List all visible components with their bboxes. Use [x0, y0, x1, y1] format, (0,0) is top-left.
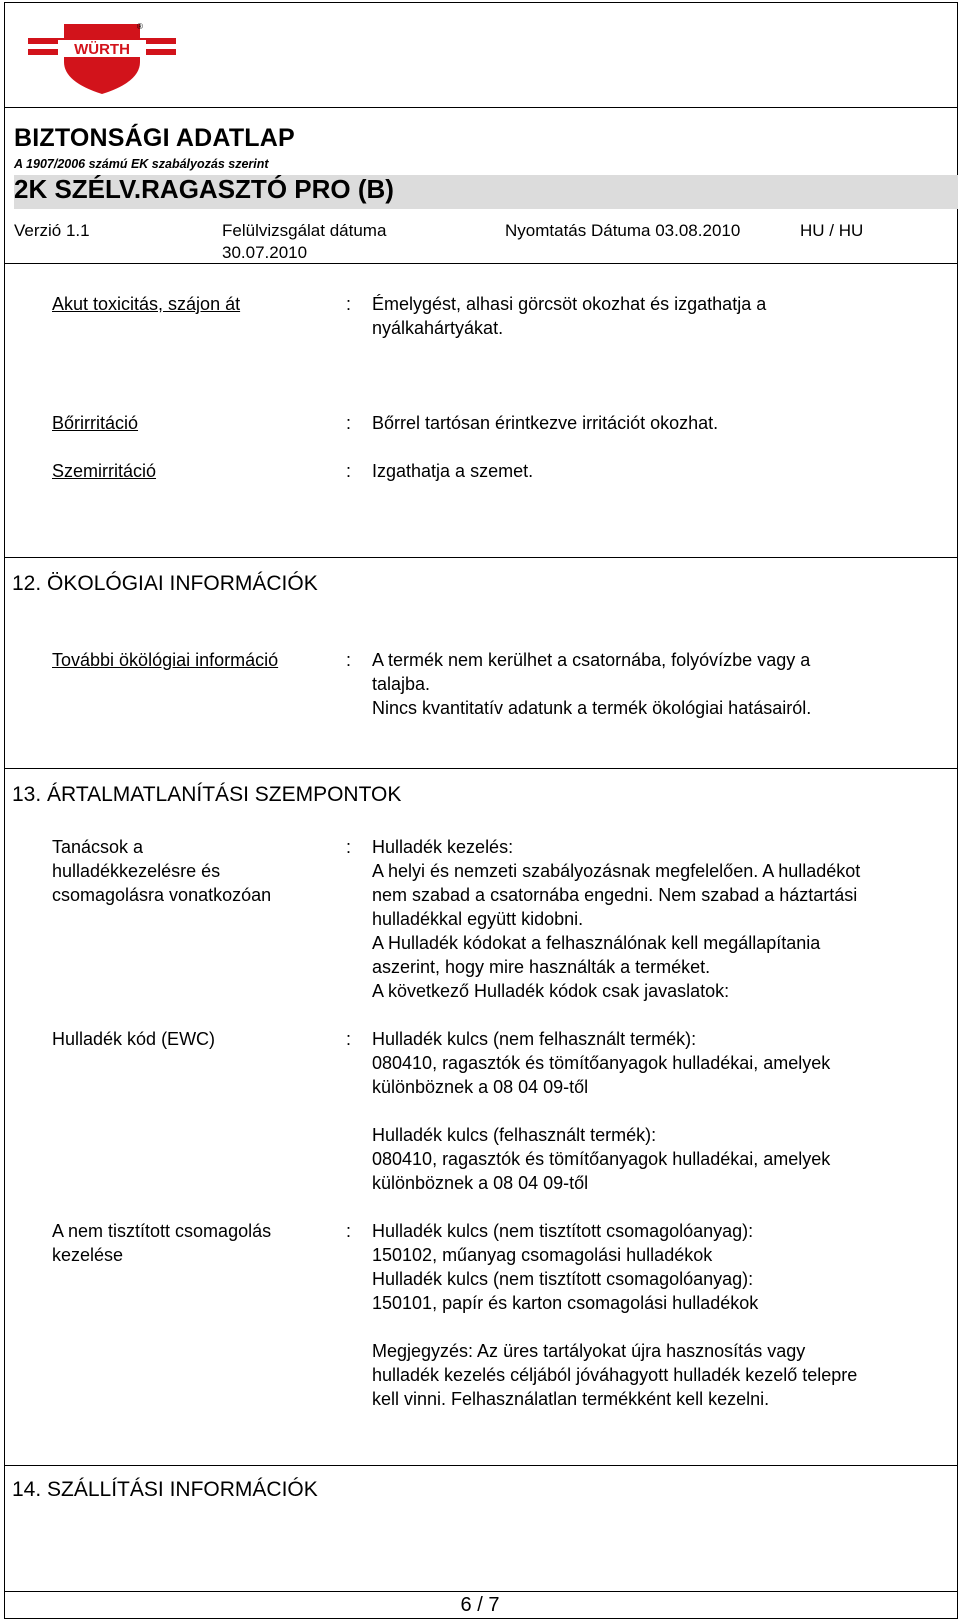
section12-divider: [4, 557, 958, 558]
tox-label-skin: Bőrirritáció: [52, 413, 139, 433]
disposal-advice-value: Hulladék kezelés: A helyi és nemzeti szabályozásnak megfelelően. A hulladékot nem szabad a csatornába engedni. Nem szabad a háztartási hulladékkal együtt kidobni. A Hulladék kódokat a felhasználónak kell megállapítania aszerint, hogy mire használták a terméket. A következő Hulladék kódok csak javaslatok:: [372, 837, 861, 1001]
section14-divider: [4, 1465, 958, 1466]
colon: :: [346, 294, 352, 314]
review-date: 30.07.2010: [222, 243, 308, 262]
tox-value-oral: Émelygést, alhasi görcsöt okozhat és izgathatja a nyálkahártyákat.: [372, 294, 767, 338]
tox-label-oral: Akut toxicitás, szájon át: [52, 294, 241, 314]
wurth-logo: [28, 18, 176, 98]
language: HU / HU: [800, 221, 864, 240]
tox-value-eye: Izgathatja a szemet.: [372, 461, 534, 481]
ewc-value-used: Hulladék kulcs (felhasznált termék): 080410, ragasztók és tömítőanyagok hulladékai, amelyek különböznek a 08 04 09-től: [372, 1125, 831, 1193]
section12-title: 12. ÖKOLÓGIAI INFORMÁCIÓK: [12, 572, 318, 595]
section13-divider: [4, 768, 958, 769]
colon: :: [346, 413, 352, 433]
ewc-label: Hulladék kód (EWC): [52, 1029, 216, 1049]
colon: :: [346, 650, 352, 670]
tox-label-eye: Szemirritáció: [52, 461, 157, 481]
colon: :: [346, 837, 352, 857]
version: Verzió 1.1: [14, 221, 90, 240]
header-divider: [4, 107, 958, 108]
eco-value: A termék nem kerülhet a csatornába, folyóvízbe vagy a talajba. Nincs kvantitatív adatunk a termék ökológiai hatásairól.: [372, 650, 812, 718]
packaging-note: Megjegyzés: Az üres tartályokat újra hasznosítás vagy hulladék kezelés céljából jóváhagyott hulladék kezelő telepre kell vinni. Felhasználatlan termékként kell kezelni.: [372, 1341, 858, 1409]
document-subtitle: A 1907/2006 számú EK szabályozás szerint: [14, 157, 269, 171]
colon: :: [346, 1221, 352, 1241]
registered-mark: ®: [137, 22, 143, 31]
logo-text: WÜRTH: [74, 41, 130, 58]
colon: :: [346, 461, 352, 481]
colon: :: [346, 1029, 352, 1049]
meta-divider: [4, 263, 958, 264]
packaging-value: Hulladék kulcs (nem tisztított csomagolóanyag): 150102, műanyag csomagolási hulladékok Hulladék kulcs (nem tisztított csomagolóanyag): 150101, papír és karton csomagolási hulladékok: [372, 1221, 759, 1313]
print-date: Nyomtatás Dátuma 03.08.2010: [505, 221, 741, 240]
disposal-advice-label: Tanácsok a hulladékkezelésre és csomagolásra vonatkozóan: [52, 837, 272, 905]
packaging-label: A nem tisztított csomagolás kezelése: [52, 1221, 272, 1265]
ewc-value-unused: Hulladék kulcs (nem felhasznált termék): 080410, ragasztók és tömítőanyagok hulladékai, amelyek különböznek a 08 04 09-től: [372, 1029, 831, 1097]
section14-title: 14. SZÁLLÍTÁSI INFORMÁCIÓK: [12, 1478, 318, 1501]
document-title: BIZTONSÁGI ADATLAP: [14, 124, 295, 152]
product-name: 2K SZÉLV.RAGASZTÓ PRO (B): [14, 174, 394, 204]
review-label: Felülvizsgálat dátuma: [222, 221, 387, 240]
section13-title: 13. ÁRTALMATLANÍTÁSI SZEMPONTOK: [12, 783, 402, 806]
tox-value-skin: Bőrrel tartósan érintkezve irritációt okozhat.: [372, 413, 719, 433]
eco-label: További ökölógiai információ: [52, 650, 279, 670]
page-number: 6 / 7: [460, 1594, 500, 1616]
